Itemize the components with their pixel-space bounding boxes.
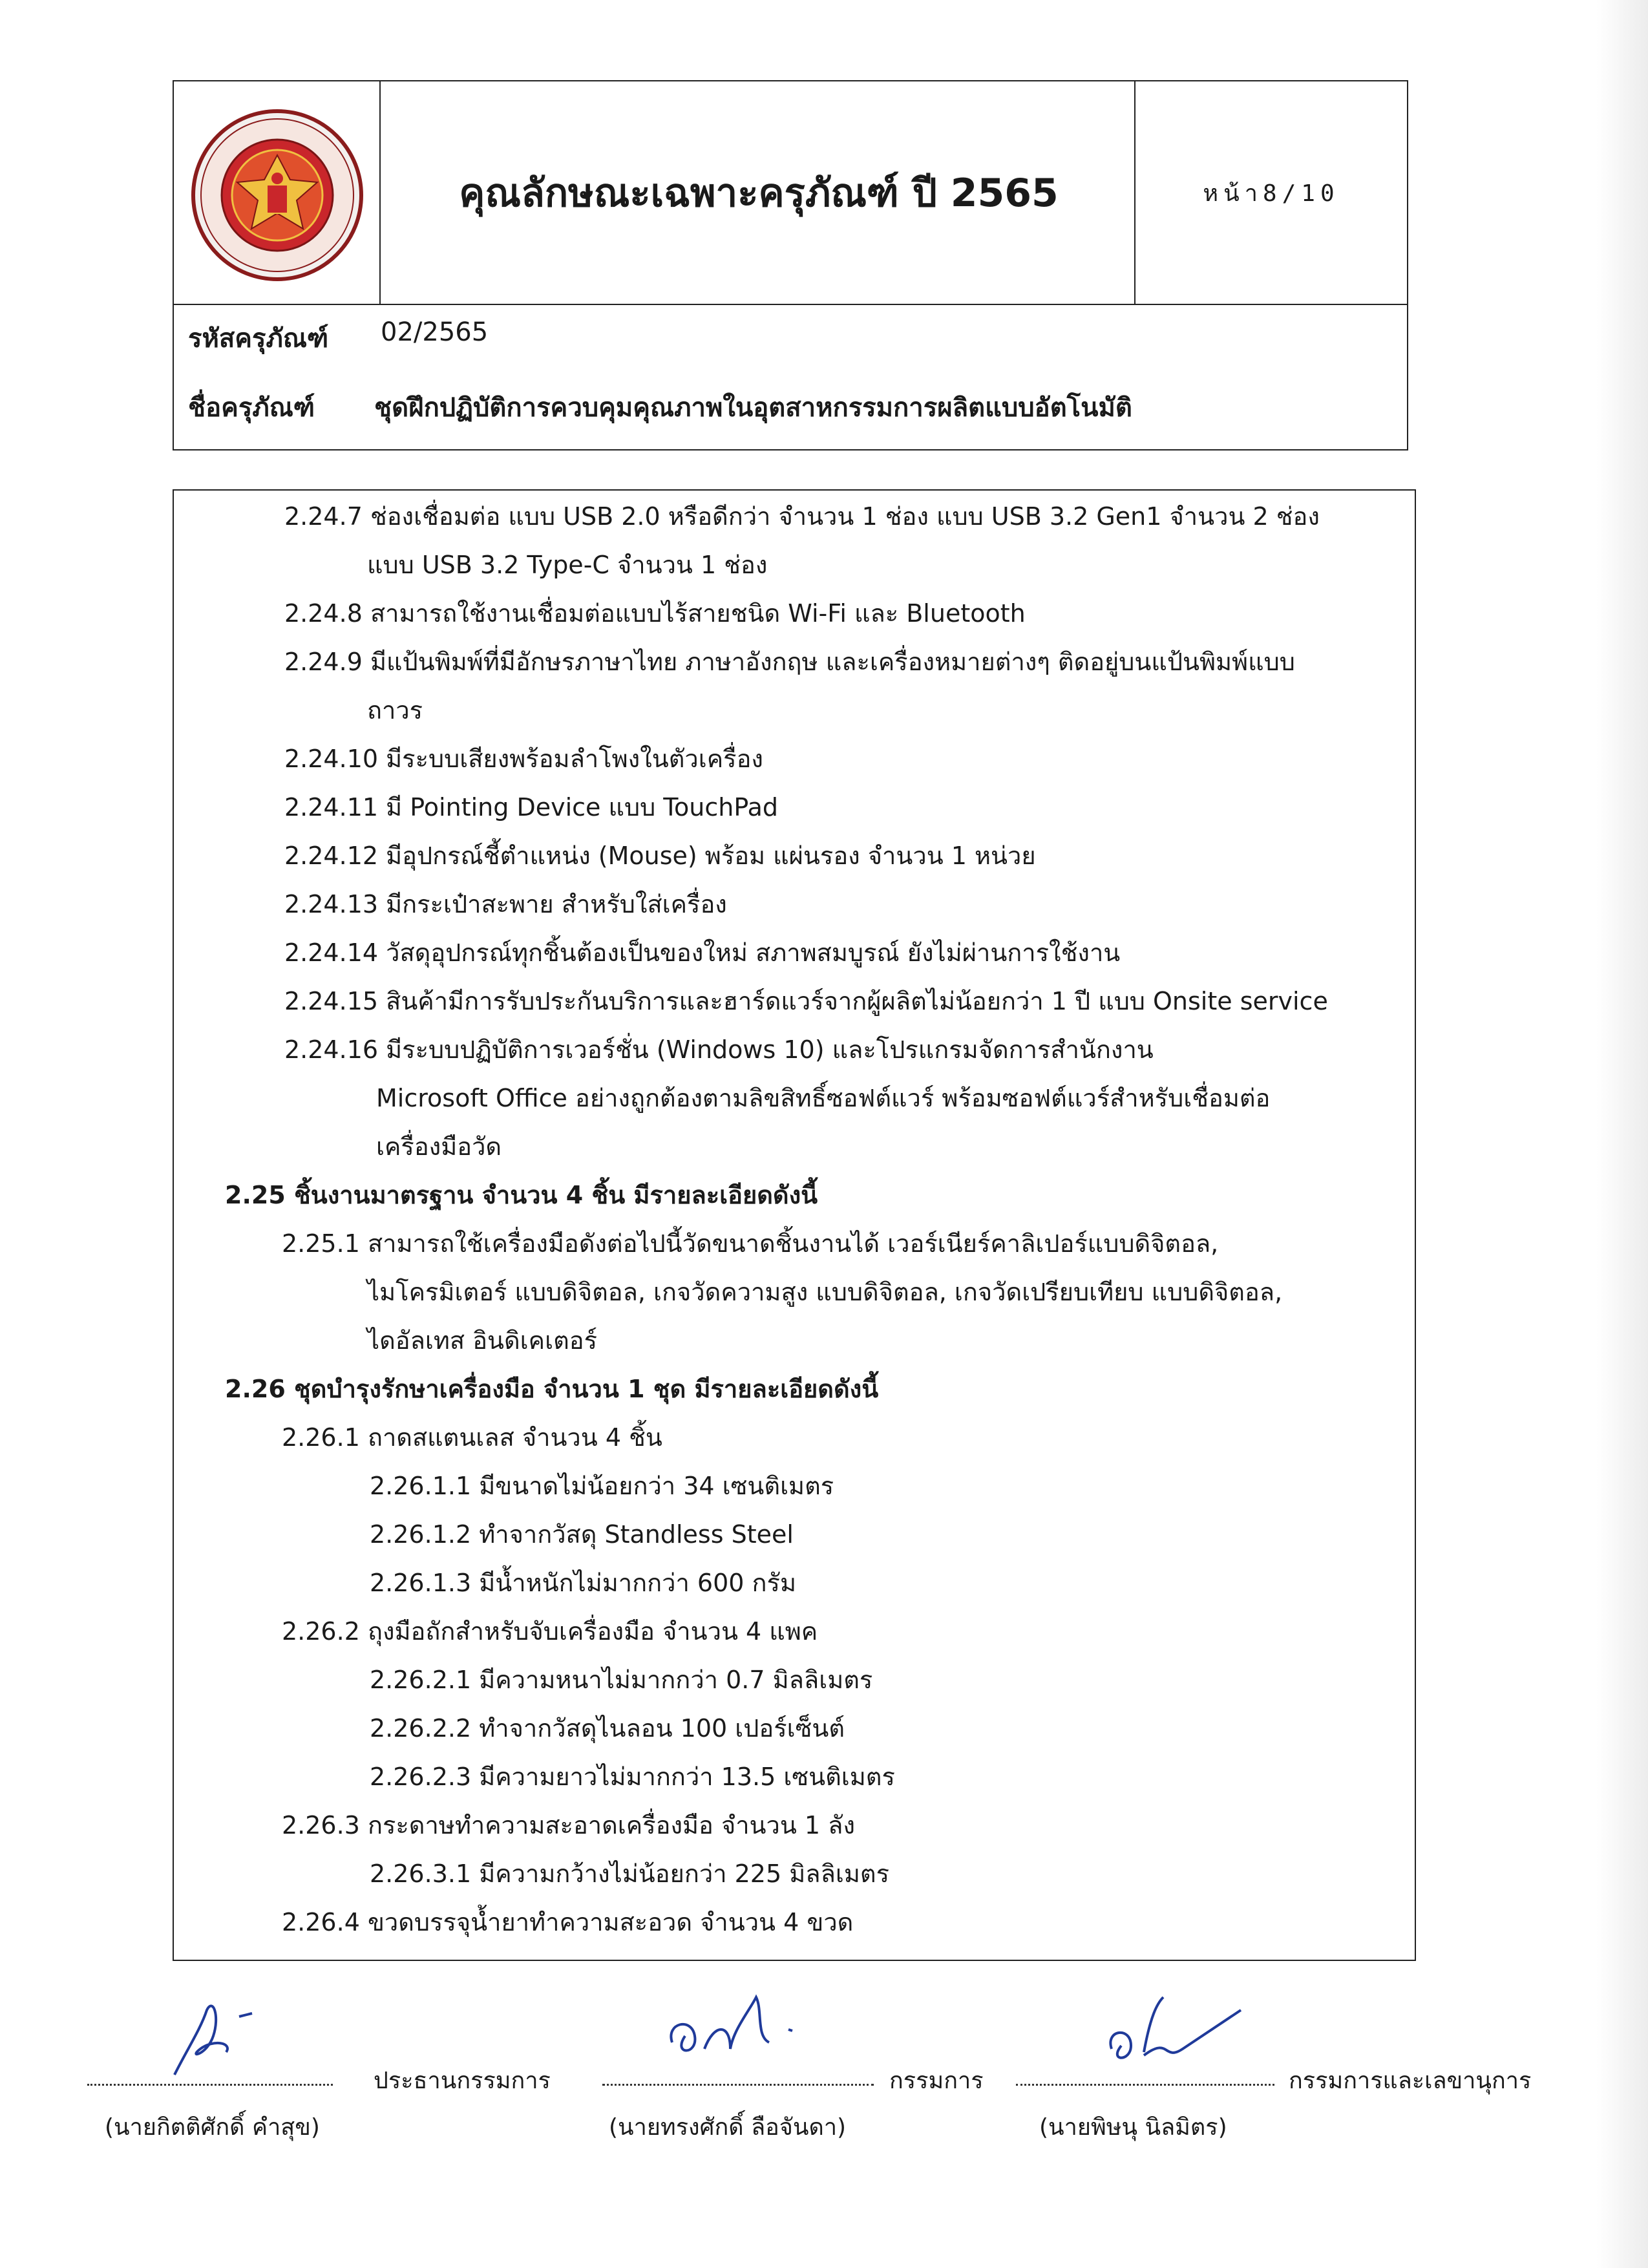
spec-line: 2.26.1.2 ทำจากวัสดุ Standless Steel (370, 1520, 794, 1549)
spec-line: Microsoft Office อย่างถูกต้องตามลิขสิทธิ์ซอฟต์แวร์ พร้อมซอฟต์แวร์สำหรับเชื่อมต่อ (376, 1084, 1271, 1112)
signer-role: กรรมการ (889, 2068, 984, 2094)
signature-scribble (1092, 1991, 1254, 2081)
spec-line: 2.24.10 มีระบบเสียงพร้อมลำโพงในตัวเครื่อง (284, 745, 763, 773)
spec-line: 2.25.1 สามารถใช้เครื่องมือดังต่อไปนี้วัดขนาดชิ้นงานได้ เวอร์เนียร์คาลิเปอร์แบบดิจิตอล, (282, 1229, 1219, 1258)
page-number-cell (1134, 81, 1407, 304)
page-number: หน้า8/10 (1203, 180, 1340, 207)
ovec-seal-logo (188, 109, 366, 282)
page-title: คุณลักษณะเฉพาะครุภัณฑ์ ปี 2565 (459, 170, 1059, 216)
code-value: 02/2565 (381, 317, 489, 347)
spec-line: 2.26.2.3 มีความยาวไม่มากกว่า 13.5 เซนติเมตร (370, 1763, 895, 1791)
spec-line: ไดอัลเทส อินดิเคเตอร์ (367, 1326, 597, 1355)
spec-line: 2.26.3.1 มีความกว้างไม่น้อยกว่า 225 มิลลิเมตร (370, 1860, 889, 1888)
spec-line: 2.26.4 ขวดบรรจุน้ำยาทำความสะอวด จำนวน 4 ขวด (282, 1908, 854, 1936)
signature-line (602, 2084, 874, 2086)
document-header (173, 80, 1408, 450)
spec-line: เครื่องมือวัด (376, 1132, 502, 1161)
signature-line (1016, 2084, 1274, 2086)
spec-line: 2.24.13 มีกระเป๋าสะพาย สำหรับใส่เครื่อง (284, 890, 727, 918)
spec-line: 2.26.2.2 ทำจากวัสดุไนลอน 100 เปอร์เซ็นต์ (370, 1714, 845, 1743)
spec-line: 2.24.9 มีแป้นพิมพ์ที่มีอักษรภาษาไทย ภาษาอังกฤษ และเครื่องหมายต่างๆ ติดอยู่บนแป้นพิมพ์แบบ (284, 648, 1295, 676)
name-label: ชื่อครุภัณฑ์ (188, 393, 315, 423)
signer-name: (นายพิษนุ นิลมิตร) (1039, 2114, 1227, 2141)
code-label: รหัสครุภัณฑ์ (188, 324, 329, 354)
signature-line (87, 2084, 333, 2086)
signature-scribble (162, 1991, 278, 2081)
signature-scribble (659, 1984, 827, 2075)
spec-line: 2.26.2.1 มีความหนาไม่มากกว่า 0.7 มิลลิเมตร (370, 1666, 873, 1694)
spec-line: 2.24.8 สามารถใช้งานเชื่อมต่อแบบไร้สายชนิด Wi-Fi และ Bluetooth (284, 599, 1026, 628)
spec-line: 2.24.15 สินค้ามีการรับประกันบริการและฮาร์ดแวร์จากผู้ผลิตไม่น้อยกว่า 1 ปี แบบ Onsite service (284, 987, 1328, 1015)
spec-line: 2.26.2 ถุงมือถักสำหรับจับเครื่องมือ จำนวน 4 แพค (282, 1617, 818, 1646)
spec-line: 2.24.7 ช่องเชื่อมต่อ แบบ USB 2.0 หรือดีกว่า จำนวน 1 ช่อง แบบ USB 3.2 Gen1 จำนวน 2 ช่อง (284, 502, 1320, 531)
name-value: ชุดฝึกปฏิบัติการควบคุมคุณภาพในอุตสาหกรรมการผลิตแบบอัตโนมัติ (374, 393, 1132, 423)
spec-line: 2.26.1 ถาดสแตนเลส จำนวน 4 ชิ้น (282, 1423, 662, 1452)
signer-name: (นายทรงศักดิ์ ลือจันดา) (609, 2114, 847, 2141)
spec-line: 2.24.16 มีระบบปฏิบัติการเวอร์ชั่น (Windows 10) และโปรแกรมจัดการสำนักงาน (284, 1035, 1154, 1064)
signer-role: ประธานกรรมการ (374, 2068, 551, 2094)
signer-name: (นายกิตติศักดิ์ คำสุข) (105, 2114, 320, 2141)
section-heading: 2.25 ชิ้นงานมาตรฐาน จำนวน 4 ชิ้น มีรายละเอียดดังนี้ (225, 1181, 818, 1209)
logo-cell (174, 81, 381, 304)
signer-role: กรรมการและเลขานุการ (1289, 2068, 1532, 2094)
spec-line: 2.24.14 วัสดุอุปกรณ์ทุกชิ้นต้องเป็นของใหม่ สภาพสมบูรณ์ ยังไม่ผ่านการใช้งาน (284, 938, 1121, 967)
spec-line: ถาวร (367, 696, 423, 725)
spec-line: ไมโครมิเตอร์ แบบดิจิตอล, เกจวัดความสูง แบบดิจิตอล, เกจวัดเปรียบเทียบ แบบดิจิตอล, (367, 1278, 1283, 1306)
header-top-row (174, 81, 1407, 305)
spec-line: 2.24.12 มีอุปกรณ์ชี้ตำแหน่ง (Mouse) พร้อม แผ่นรอง จำนวน 1 หน่วย (284, 842, 1036, 870)
section-heading: 2.26 ชุดบำรุงรักษาเครื่องมือ จำนวน 1 ชุด มีรายละเอียดดังนี้ (225, 1375, 879, 1403)
spec-line: 2.26.1.1 มีขนาดไม่น้อยกว่า 34 เซนติเมตร (370, 1472, 834, 1500)
spec-line: 2.24.11 มี Pointing Device แบบ TouchPad (284, 793, 778, 821)
spec-line: แบบ USB 3.2 Type-C จำนวน 1 ช่อง (367, 551, 768, 579)
page-edge-shadow (1596, 0, 1648, 2268)
spec-line: 2.26.3 กระดาษทำความสะอาดเครื่องมือ จำนวน 1 ลัง (282, 1811, 856, 1839)
spec-line: 2.26.1.3 มีน้ำหนักไม่มากกว่า 600 กรัม (370, 1569, 796, 1597)
